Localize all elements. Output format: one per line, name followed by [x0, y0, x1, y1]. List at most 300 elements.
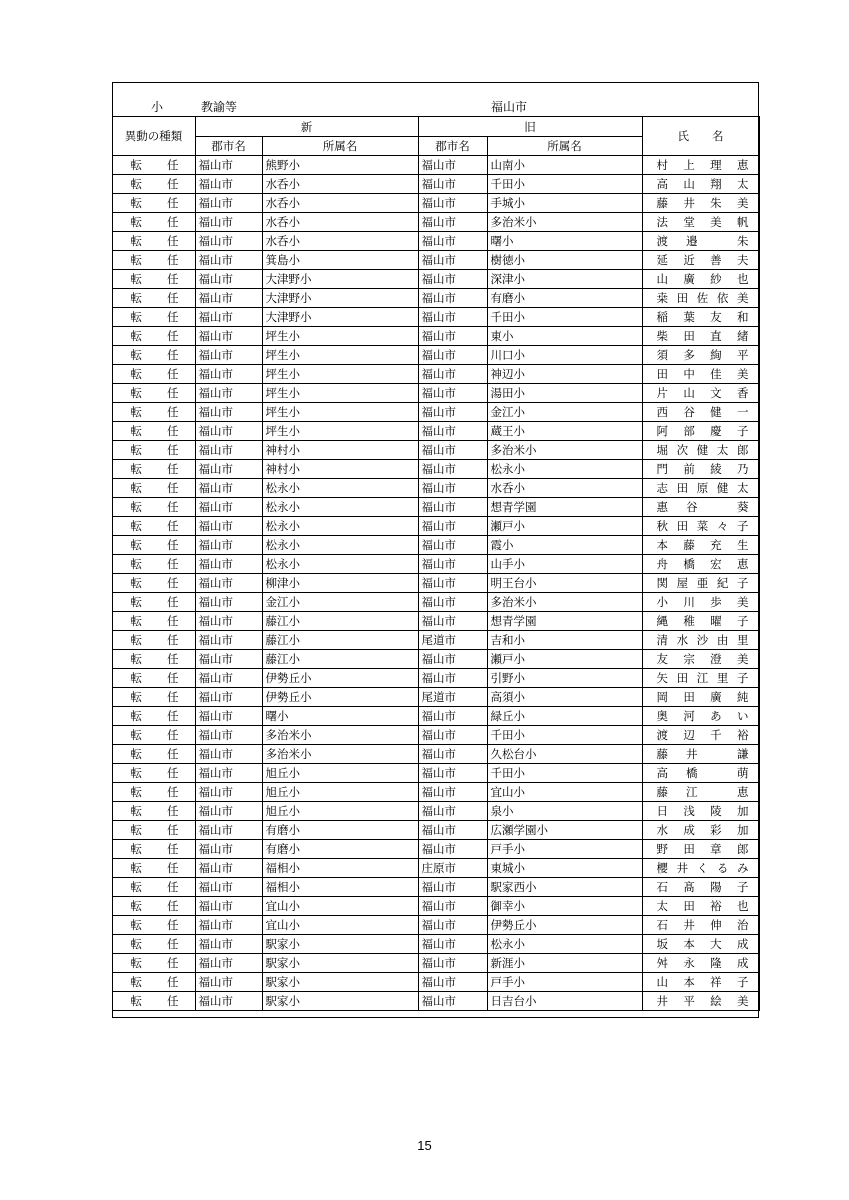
transfer-type-label: 転 任	[130, 633, 179, 647]
transfer-type	[112, 669, 195, 688]
col-header-old: 旧	[418, 117, 642, 137]
person-name-text: 太 田 裕 也	[656, 899, 749, 913]
new-school: 熊野小	[262, 156, 418, 175]
transfer-type-label: 転 任	[130, 196, 179, 210]
new-school: 伊勢丘小	[262, 669, 418, 688]
person-name	[642, 631, 759, 650]
old-school: 水呑小	[487, 479, 642, 498]
old-city: 福山市	[418, 156, 487, 175]
transfer-type-label: 転 任	[130, 918, 179, 932]
old-school: 有磨小	[487, 289, 642, 308]
old-city: 福山市	[418, 916, 487, 935]
transfer-type-label: 転 任	[130, 158, 179, 172]
new-city: 福山市	[195, 327, 262, 346]
table-row	[112, 498, 759, 517]
old-city: 福山市	[418, 574, 487, 593]
transfer-type	[112, 878, 195, 897]
transfer-type	[112, 232, 195, 251]
table-row	[112, 194, 759, 213]
table-row	[112, 517, 759, 536]
table-row	[112, 764, 759, 783]
person-name-text: 舟 橋 宏 恵	[656, 557, 749, 571]
person-name-text: 野 田 章 郎	[656, 842, 749, 856]
transfer-type-label: 転 任	[130, 215, 179, 229]
person-name-text: 矢 田 江 里 子	[656, 671, 749, 685]
person-name	[642, 840, 759, 859]
new-city: 福山市	[195, 289, 262, 308]
transfer-type-label: 転 任	[130, 671, 179, 685]
old-city: 福山市	[418, 745, 487, 764]
old-city: 福山市	[418, 232, 487, 251]
person-name-text: 藤 井 朱 美	[656, 196, 749, 210]
new-city: 福山市	[195, 726, 262, 745]
new-city: 福山市	[195, 954, 262, 973]
transfer-type-label: 転 任	[130, 614, 179, 628]
old-school: 多治米小	[487, 593, 642, 612]
old-city: 福山市	[418, 498, 487, 517]
new-school: 水呑小	[262, 232, 418, 251]
transfer-type	[112, 593, 195, 612]
transfer-type-label: 転 任	[130, 880, 179, 894]
transfer-type-label: 転 任	[130, 177, 179, 191]
table-row	[112, 232, 759, 251]
new-city: 福山市	[195, 555, 262, 574]
new-school: 大津野小	[262, 289, 418, 308]
person-name	[642, 365, 759, 384]
old-school: 松永小	[487, 460, 642, 479]
transfer-type	[112, 346, 195, 365]
table-row	[112, 365, 759, 384]
table-row	[112, 403, 759, 422]
transfer-type	[112, 916, 195, 935]
table-body	[112, 156, 759, 1011]
new-school: 坪生小	[262, 346, 418, 365]
person-name-text: 秋 田 菜 々 子	[656, 519, 749, 533]
new-school: 坪生小	[262, 403, 418, 422]
old-city: 福山市	[418, 422, 487, 441]
new-city: 福山市	[195, 422, 262, 441]
person-name	[642, 897, 759, 916]
new-school: 坪生小	[262, 327, 418, 346]
old-school: 霞小	[487, 536, 642, 555]
person-name-text: 井 平 絵 美	[656, 994, 749, 1008]
old-city: 福山市	[418, 270, 487, 289]
new-school: 藤江小	[262, 612, 418, 631]
old-city: 福山市	[418, 479, 487, 498]
new-school: 水呑小	[262, 213, 418, 232]
person-name	[642, 878, 759, 897]
new-school: 旭丘小	[262, 783, 418, 802]
person-name-text: 山 本 祥 子	[656, 975, 749, 989]
person-name	[642, 745, 759, 764]
table-row	[112, 156, 759, 175]
transfer-type	[112, 574, 195, 593]
table-row	[112, 308, 759, 327]
person-name-text: 石 井 伸 治	[656, 918, 749, 932]
new-city: 福山市	[195, 992, 262, 1011]
table-row	[112, 859, 759, 878]
old-city: 福山市	[418, 517, 487, 536]
transfer-type-label: 転 任	[130, 861, 179, 875]
transfer-type	[112, 194, 195, 213]
person-name-text: 本 藤 充 生	[656, 538, 749, 552]
person-name	[642, 251, 759, 270]
person-name-text: 水 成 彩 加	[656, 823, 749, 837]
person-name	[642, 859, 759, 878]
person-name-text: 小 川 歩 美	[656, 595, 749, 609]
sheet-header	[113, 83, 758, 116]
old-school: 山手小	[487, 555, 642, 574]
table-row	[112, 479, 759, 498]
transfer-type	[112, 479, 195, 498]
person-name	[642, 289, 759, 308]
person-name	[642, 156, 759, 175]
old-city: 福山市	[418, 821, 487, 840]
new-school: 松永小	[262, 517, 418, 536]
table-row	[112, 327, 759, 346]
new-school: 金江小	[262, 593, 418, 612]
transfer-type-label: 転 任	[130, 234, 179, 248]
old-school: 多治米小	[487, 213, 642, 232]
person-name	[642, 460, 759, 479]
person-name-text: 村 上 理 恵	[656, 158, 749, 172]
person-name	[642, 384, 759, 403]
new-city: 福山市	[195, 517, 262, 536]
new-city: 福山市	[195, 593, 262, 612]
person-name-text: 関 屋 亜 紀 子	[656, 576, 749, 590]
new-school: 旭丘小	[262, 764, 418, 783]
transfer-type	[112, 536, 195, 555]
transfer-type	[112, 213, 195, 232]
person-name	[642, 935, 759, 954]
new-school: 松永小	[262, 555, 418, 574]
new-school: 松永小	[262, 536, 418, 555]
old-school: 戸手小	[487, 840, 642, 859]
old-city: 福山市	[418, 764, 487, 783]
person-name	[642, 650, 759, 669]
col-header-type: 異動の種類	[112, 117, 195, 156]
table-row	[112, 441, 759, 460]
person-name	[642, 232, 759, 251]
transfer-type-label: 転 任	[130, 785, 179, 799]
transfer-type-label: 転 任	[130, 842, 179, 856]
new-city: 福山市	[195, 821, 262, 840]
old-school: 伊勢丘小	[487, 916, 642, 935]
new-city: 福山市	[195, 574, 262, 593]
transfer-type-label: 転 任	[130, 899, 179, 913]
person-name	[642, 707, 759, 726]
person-name	[642, 498, 759, 517]
transfer-type-label: 転 任	[130, 823, 179, 837]
transfer-type	[112, 289, 195, 308]
person-name-text: 惠 谷 葵	[656, 500, 749, 514]
new-school: 福相小	[262, 859, 418, 878]
new-city: 福山市	[195, 270, 262, 289]
new-city: 福山市	[195, 707, 262, 726]
old-school: 松永小	[487, 935, 642, 954]
new-city: 福山市	[195, 973, 262, 992]
person-name-text: 志 田 原 健 太	[656, 481, 749, 495]
old-school: 千田小	[487, 726, 642, 745]
table-row	[112, 251, 759, 270]
person-name	[642, 270, 759, 289]
col-header-name: 氏 名	[642, 117, 759, 156]
new-school: 松永小	[262, 479, 418, 498]
person-name-text: 柴 田 直 緒	[656, 329, 749, 343]
new-city: 福山市	[195, 802, 262, 821]
new-city: 福山市	[195, 479, 262, 498]
table-row	[112, 593, 759, 612]
table-row	[112, 840, 759, 859]
page-number: 15	[417, 1138, 432, 1153]
person-name-text: 稲 葉 友 和	[656, 310, 749, 324]
new-school: 多治米小	[262, 726, 418, 745]
person-name	[642, 194, 759, 213]
old-city: 福山市	[418, 935, 487, 954]
old-school: 吉和小	[487, 631, 642, 650]
table-row	[112, 422, 759, 441]
city-title: 福山市	[491, 100, 528, 114]
old-city: 福山市	[418, 213, 487, 232]
old-school: 緑丘小	[487, 707, 642, 726]
person-name-text: 山 廣 紗 也	[656, 272, 749, 286]
transfer-type	[112, 441, 195, 460]
col-header-new-school: 所属名	[262, 137, 418, 156]
old-city: 福山市	[418, 365, 487, 384]
person-name	[642, 802, 759, 821]
table-row	[112, 213, 759, 232]
transfer-type-label: 転 任	[130, 291, 179, 305]
person-name	[642, 593, 759, 612]
new-city: 福山市	[195, 764, 262, 783]
old-city: 福山市	[418, 593, 487, 612]
table-row	[112, 460, 759, 479]
old-city: 福山市	[418, 802, 487, 821]
old-school: 東小	[487, 327, 642, 346]
person-name-text: 須 多 絢 平	[656, 348, 749, 362]
new-school: 柳津小	[262, 574, 418, 593]
table-row	[112, 707, 759, 726]
old-city: 福山市	[418, 384, 487, 403]
old-school: 久松台小	[487, 745, 642, 764]
old-school: 千田小	[487, 308, 642, 327]
transfer-type	[112, 156, 195, 175]
old-city: 福山市	[418, 308, 487, 327]
old-city: 福山市	[418, 403, 487, 422]
new-school: 坪生小	[262, 422, 418, 441]
new-school: 駅家小	[262, 992, 418, 1011]
transfer-type	[112, 821, 195, 840]
person-name-text: 藤 井 謙	[656, 747, 749, 761]
old-city: 福山市	[418, 878, 487, 897]
transfer-type	[112, 897, 195, 916]
new-city: 福山市	[195, 346, 262, 365]
transfer-type-label: 転 任	[130, 766, 179, 780]
transfer-type	[112, 403, 195, 422]
transfer-type-label: 転 任	[130, 937, 179, 951]
person-name-text: 友 宗 澄 美	[656, 652, 749, 666]
person-name-text: 法 堂 美 帆	[656, 215, 749, 229]
person-name-text: 渡 辺 千 裕	[656, 728, 749, 742]
transfer-type-label: 転 任	[130, 956, 179, 970]
new-school: 駅家小	[262, 973, 418, 992]
table-row	[112, 935, 759, 954]
old-city: 福山市	[418, 726, 487, 745]
transfer-type-label: 転 任	[130, 329, 179, 343]
transfer-type	[112, 308, 195, 327]
new-school: 箕島小	[262, 251, 418, 270]
old-city: 福山市	[418, 897, 487, 916]
table-row	[112, 175, 759, 194]
table-row	[112, 954, 759, 973]
transfer-type	[112, 631, 195, 650]
person-name-text: 石 髙 陽 子	[656, 880, 749, 894]
transfer-type	[112, 251, 195, 270]
old-school: 川口小	[487, 346, 642, 365]
transfer-type-label: 転 任	[130, 253, 179, 267]
old-school: 引野小	[487, 669, 642, 688]
school-level: 小	[151, 100, 164, 114]
new-city: 福山市	[195, 783, 262, 802]
person-name	[642, 954, 759, 973]
transfer-type-label: 転 任	[130, 747, 179, 761]
old-school: 想青学園	[487, 498, 642, 517]
table-row	[112, 783, 759, 802]
person-name	[642, 517, 759, 536]
person-name	[642, 764, 759, 783]
new-city: 福山市	[195, 175, 262, 194]
old-city: 福山市	[418, 441, 487, 460]
person-name	[642, 441, 759, 460]
old-city: 福山市	[418, 536, 487, 555]
person-name	[642, 403, 759, 422]
old-school: 瀬戸小	[487, 517, 642, 536]
person-name-text: 奥 河 あ い	[656, 709, 749, 723]
new-city: 福山市	[195, 460, 262, 479]
old-city: 福山市	[418, 707, 487, 726]
new-city: 福山市	[195, 251, 262, 270]
new-school: 神村小	[262, 460, 418, 479]
person-name-text: 堀 次 健 太 郎	[656, 443, 749, 457]
transfer-type	[112, 650, 195, 669]
old-city: 尾道市	[418, 631, 487, 650]
old-city: 福山市	[418, 327, 487, 346]
table-row	[112, 669, 759, 688]
new-school: 駅家小	[262, 954, 418, 973]
new-school: 福相小	[262, 878, 418, 897]
person-name	[642, 175, 759, 194]
new-school: 藤江小	[262, 631, 418, 650]
table-row	[112, 346, 759, 365]
transfer-type	[112, 935, 195, 954]
table-row	[112, 574, 759, 593]
old-city: 福山市	[418, 175, 487, 194]
new-school: 有磨小	[262, 840, 418, 859]
new-school: 曙小	[262, 707, 418, 726]
new-school: 旭丘小	[262, 802, 418, 821]
transfer-type	[112, 783, 195, 802]
old-city: 福山市	[418, 992, 487, 1011]
person-name	[642, 479, 759, 498]
table-row	[112, 726, 759, 745]
table-row	[112, 688, 759, 707]
old-school: 新涯小	[487, 954, 642, 973]
old-school: 瀬戸小	[487, 650, 642, 669]
new-city: 福山市	[195, 213, 262, 232]
old-school: 金江小	[487, 403, 642, 422]
table-row	[112, 802, 759, 821]
transfer-type	[112, 764, 195, 783]
transfer-type	[112, 973, 195, 992]
new-school: 坪生小	[262, 365, 418, 384]
table-row	[112, 992, 759, 1011]
old-city: 福山市	[418, 650, 487, 669]
person-name	[642, 726, 759, 745]
person-name-text: 岡 田 廣 純	[656, 690, 749, 704]
person-name	[642, 992, 759, 1011]
transfer-type	[112, 555, 195, 574]
person-name-text: 延 近 善 夫	[656, 253, 749, 267]
old-city: 福山市	[418, 251, 487, 270]
transfer-type-label: 転 任	[130, 557, 179, 571]
new-city: 福山市	[195, 669, 262, 688]
transfer-type	[112, 688, 195, 707]
person-name-text: 西 谷 健 一	[656, 405, 749, 419]
old-school: 神辺小	[487, 365, 642, 384]
table-row	[112, 631, 759, 650]
new-city: 福山市	[195, 859, 262, 878]
person-name	[642, 555, 759, 574]
new-city: 福山市	[195, 308, 262, 327]
person-name-text: 高 橋 萌	[656, 766, 749, 780]
transfer-type	[112, 422, 195, 441]
old-school: 明王台小	[487, 574, 642, 593]
old-school: 湯田小	[487, 384, 642, 403]
new-city: 福山市	[195, 745, 262, 764]
person-name	[642, 973, 759, 992]
transfer-type-label: 転 任	[130, 519, 179, 533]
table-row	[112, 384, 759, 403]
new-school: 神村小	[262, 441, 418, 460]
transfer-type-label: 転 任	[130, 595, 179, 609]
old-city: 福山市	[418, 460, 487, 479]
transfer-list-sheet	[112, 82, 759, 1018]
transfer-type	[112, 498, 195, 517]
transfer-type	[112, 327, 195, 346]
new-school: 駅家小	[262, 935, 418, 954]
new-city: 福山市	[195, 840, 262, 859]
old-school: 宜山小	[487, 783, 642, 802]
new-city: 福山市	[195, 935, 262, 954]
table-row	[112, 536, 759, 555]
old-city: 福山市	[418, 840, 487, 859]
new-city: 福山市	[195, 536, 262, 555]
transfer-type	[112, 745, 195, 764]
transfer-type-label: 転 任	[130, 576, 179, 590]
new-school: 藤江小	[262, 650, 418, 669]
table-row	[112, 897, 759, 916]
transfer-type-label: 転 任	[130, 272, 179, 286]
person-name	[642, 916, 759, 935]
old-city: 福山市	[418, 973, 487, 992]
person-name-text: 坂 本 大 成	[656, 937, 749, 951]
old-city: 福山市	[418, 612, 487, 631]
person-name	[642, 574, 759, 593]
table-row	[112, 745, 759, 764]
new-school: 多治米小	[262, 745, 418, 764]
transfer-type	[112, 270, 195, 289]
old-school: 手城小	[487, 194, 642, 213]
